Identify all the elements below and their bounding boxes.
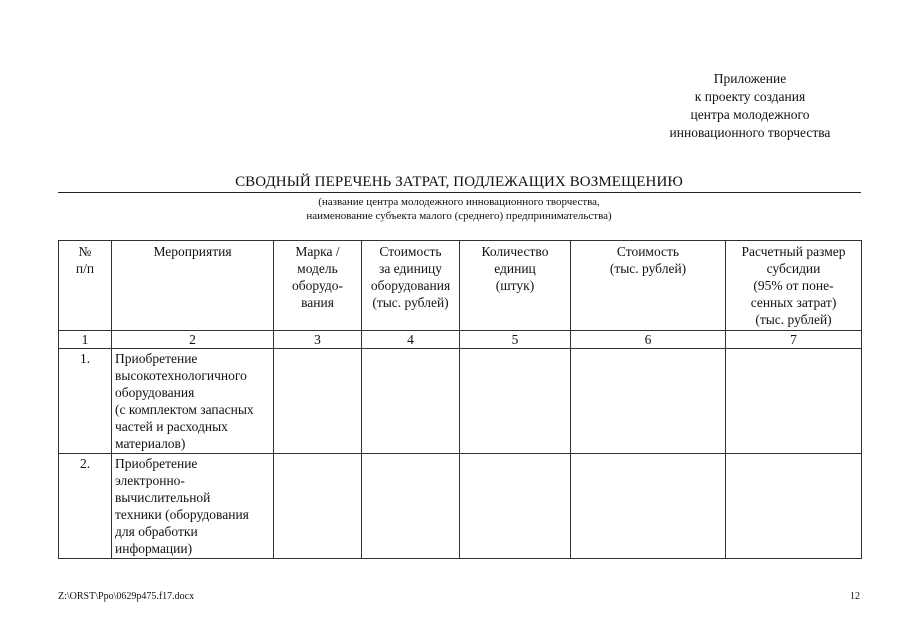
- header-text: Марка /: [295, 244, 340, 259]
- header-text: вания: [301, 295, 334, 310]
- event-text: для обработки: [115, 524, 198, 539]
- column-number: 1: [59, 331, 112, 349]
- empty-cell: [460, 349, 571, 454]
- header-text: Мероприятия: [153, 244, 232, 259]
- header-text: Количество: [481, 244, 549, 259]
- event-text: Приобретение: [115, 351, 198, 366]
- costs-table: [58, 240, 862, 559]
- empty-cell: [274, 454, 362, 559]
- event-text: информации): [115, 541, 193, 556]
- empty-cell: [571, 454, 726, 559]
- event-text: материалов): [115, 436, 186, 451]
- title-underline: [58, 192, 861, 193]
- table-row: [59, 454, 862, 559]
- column-number-row: [59, 331, 862, 349]
- event-text: высокотехнологичного: [115, 368, 247, 383]
- header-text: Стоимость: [616, 244, 680, 259]
- header-text: оборудования: [370, 278, 451, 293]
- subtitle-line: наименование субъекта малого (среднего) предпринимательства): [306, 209, 612, 222]
- empty-cell: [726, 454, 862, 559]
- appendix-line: инновационного творчества: [669, 125, 831, 140]
- header-number: [59, 241, 112, 331]
- header-text: субсидии: [766, 261, 821, 276]
- appendix-note: [640, 70, 860, 142]
- page-number: 12: [850, 591, 860, 602]
- empty-cell: [460, 454, 571, 559]
- header-text: сенных затрат): [750, 295, 837, 310]
- event-text: частей и расходных: [115, 419, 228, 434]
- event-text: техники (оборудования: [115, 507, 249, 522]
- appendix-line: центра молодежного: [690, 107, 810, 122]
- empty-cell: [571, 349, 726, 454]
- column-number: 6: [571, 331, 726, 349]
- header-model: [274, 241, 362, 331]
- event-text: (с комплектом запасных: [115, 402, 254, 417]
- header-event: [112, 241, 274, 331]
- header-text: (тыс. рублей): [609, 261, 687, 276]
- header-text: за единицу: [378, 261, 443, 276]
- header-text: №: [78, 244, 92, 259]
- column-number: 4: [362, 331, 460, 349]
- column-number: 3: [274, 331, 362, 349]
- header-unit-cost: [362, 241, 460, 331]
- event-text: электронно-: [115, 473, 185, 488]
- header-text: (тыс. рублей): [755, 312, 832, 327]
- document-title: СВОДНЫЙ ПЕРЕЧЕНЬ ЗАТРАТ, ПОДЛЕЖАЩИХ ВОЗМЕЩЕНИЮ: [235, 174, 683, 190]
- column-number: 2: [112, 331, 274, 349]
- row-event: [112, 454, 274, 559]
- empty-cell: [362, 349, 460, 454]
- appendix-line: Приложение: [713, 71, 787, 86]
- header-text: Стоимость: [379, 244, 442, 259]
- event-text: оборудования: [115, 385, 195, 400]
- header-subsidy: [726, 241, 862, 331]
- event-text: Приобретение: [115, 456, 198, 471]
- header-text: модель: [297, 261, 338, 276]
- empty-cell: [274, 349, 362, 454]
- event-text: вычислительной: [115, 490, 211, 505]
- document-subtitle: [58, 196, 860, 223]
- header-total-cost: [571, 241, 726, 331]
- table-row: [59, 349, 862, 454]
- empty-cell: [362, 454, 460, 559]
- header-text: единиц: [494, 261, 536, 276]
- row-event: [112, 349, 274, 454]
- column-number: 7: [726, 331, 862, 349]
- appendix-line: к проекту создания: [694, 89, 806, 104]
- header-text: оборудо-: [292, 278, 343, 293]
- header-text: (95% от поне-: [753, 278, 834, 293]
- header-quantity: [460, 241, 571, 331]
- header-text: Расчетный размер: [741, 244, 846, 259]
- row-number: 2.: [59, 454, 112, 559]
- empty-cell: [726, 349, 862, 454]
- row-number: 1.: [59, 349, 112, 454]
- header-text: п/п: [75, 261, 95, 276]
- column-number: 5: [460, 331, 571, 349]
- subtitle-line: (название центра молодежного инновационного творчества,: [318, 196, 600, 208]
- footer-file-path: Z:\ORST\Ppo\0629p475.f17.docx: [58, 591, 195, 602]
- header-text: (штук): [495, 278, 535, 293]
- header-text: (тыс. рублей): [372, 295, 449, 310]
- header-row: [59, 241, 862, 331]
